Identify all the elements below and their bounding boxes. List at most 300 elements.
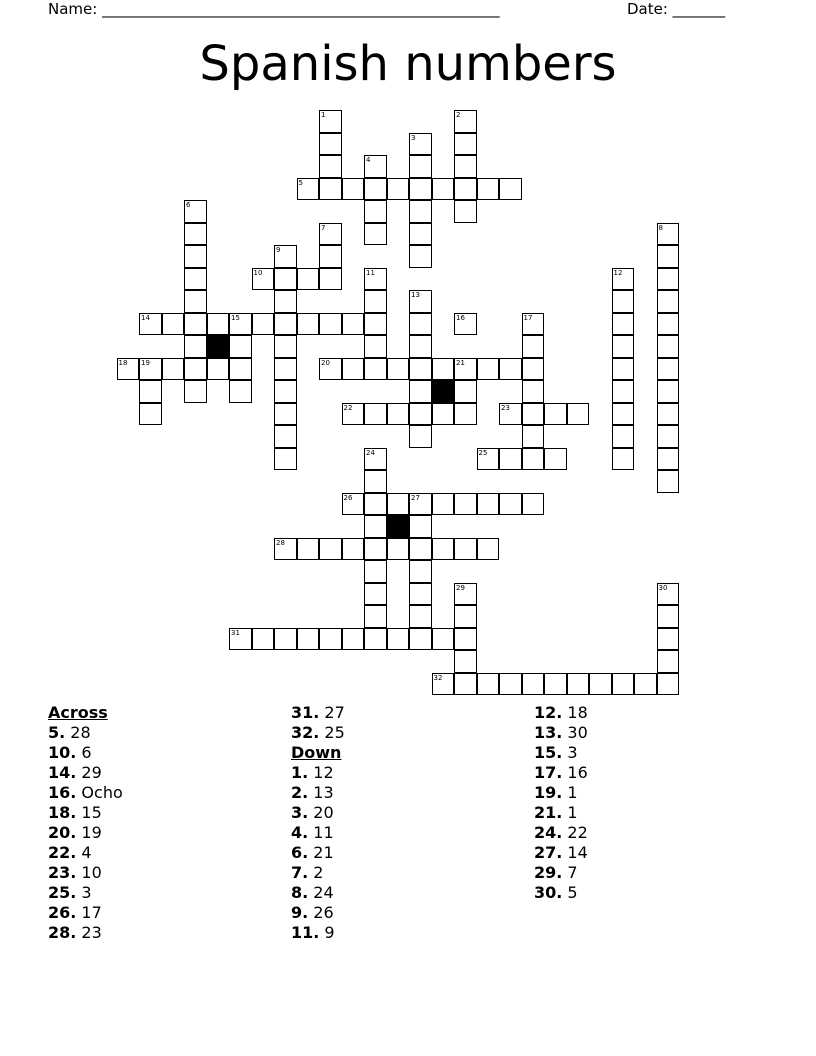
clue-text: 6 xyxy=(76,743,92,762)
grid-cell[interactable] xyxy=(207,313,230,336)
grid-cell[interactable] xyxy=(184,245,207,268)
grid-cell[interactable] xyxy=(612,425,635,448)
grid-cell[interactable] xyxy=(342,178,365,201)
grid-cell[interactable] xyxy=(364,335,387,358)
grid-cell[interactable] xyxy=(364,448,387,471)
down-clue xyxy=(534,743,588,763)
clue-number: 20 xyxy=(321,358,330,367)
clue-text: 13 xyxy=(308,783,334,802)
grid-cell[interactable] xyxy=(319,538,342,561)
grid-cell[interactable] xyxy=(432,493,455,516)
grid-cell[interactable] xyxy=(544,403,567,426)
grid-cell[interactable] xyxy=(364,358,387,381)
clue-text: 24 xyxy=(308,883,334,902)
down-clue xyxy=(291,923,345,943)
clue-number: 8 xyxy=(658,223,663,232)
clue-number: 9 xyxy=(276,246,281,254)
grid-cell[interactable] xyxy=(229,358,252,381)
grid-cell[interactable] xyxy=(409,290,432,313)
grid-cell[interactable] xyxy=(477,448,500,471)
grid-cell[interactable] xyxy=(139,358,162,381)
clue-num: 6. xyxy=(291,843,309,862)
across-clue xyxy=(291,723,345,743)
grid-cell[interactable] xyxy=(184,335,207,358)
clue-num: 10. xyxy=(48,743,77,762)
grid-cell[interactable] xyxy=(364,403,387,426)
clue-text: 22 xyxy=(562,823,588,842)
grid-cell[interactable] xyxy=(657,313,680,336)
grid-cell[interactable] xyxy=(387,493,410,516)
grid-cell[interactable] xyxy=(522,380,545,403)
grid-cell[interactable] xyxy=(409,133,432,156)
across-clue xyxy=(48,923,123,943)
grid-cell[interactable] xyxy=(409,155,432,178)
down-clue xyxy=(534,803,588,823)
clue-number: 22 xyxy=(343,403,353,412)
grid-cell[interactable] xyxy=(319,110,342,133)
clue-num: 12. xyxy=(534,703,563,722)
grid-cell[interactable] xyxy=(409,583,432,606)
grid-cell[interactable] xyxy=(229,380,252,403)
grid-cell[interactable] xyxy=(454,380,477,403)
grid-cell[interactable] xyxy=(387,358,410,381)
grid-cell[interactable] xyxy=(409,178,432,201)
grid-cell[interactable] xyxy=(409,425,432,448)
grid-cell[interactable] xyxy=(319,268,342,291)
grid-cell[interactable] xyxy=(274,628,297,651)
clue-text: 1 xyxy=(562,803,578,822)
grid-cell[interactable] xyxy=(589,673,612,696)
grid-cell[interactable] xyxy=(229,628,252,651)
across-clue xyxy=(48,863,123,883)
clue-num: 13. xyxy=(534,723,563,742)
grid-cell[interactable] xyxy=(657,650,680,673)
grid-cell[interactable] xyxy=(252,268,275,291)
clue-number: 28 xyxy=(276,538,285,547)
grid-cell[interactable] xyxy=(319,155,342,178)
grid-cell[interactable] xyxy=(454,605,477,628)
clue-text: Ocho xyxy=(76,783,123,802)
clue-text: 4 xyxy=(76,843,92,862)
grid-cell[interactable] xyxy=(432,403,455,426)
down-clue xyxy=(291,783,345,803)
grid-cell[interactable] xyxy=(657,628,680,651)
grid-cell[interactable] xyxy=(657,268,680,291)
grid-cell[interactable] xyxy=(477,538,500,561)
grid-cell[interactable] xyxy=(432,628,455,651)
grid-cell[interactable] xyxy=(409,560,432,583)
grid-cell[interactable] xyxy=(364,605,387,628)
clue-num: 7. xyxy=(291,863,309,882)
grid-cell[interactable] xyxy=(319,133,342,156)
grid-cell[interactable] xyxy=(297,538,320,561)
page-title: Spanish numbers xyxy=(199,36,617,92)
grid-cell[interactable] xyxy=(612,268,635,291)
clue-num: 31. xyxy=(291,703,320,722)
grid-cell[interactable] xyxy=(409,493,432,516)
clue-number: 30 xyxy=(658,583,668,592)
grid-cell[interactable] xyxy=(184,358,207,381)
grid-cell[interactable] xyxy=(454,493,477,516)
clue-number: 2 xyxy=(456,111,461,119)
grid-cell[interactable] xyxy=(454,155,477,178)
grid-cell[interactable] xyxy=(387,538,410,561)
down-clue xyxy=(534,763,588,783)
down-clue xyxy=(534,843,588,863)
grid-cell[interactable] xyxy=(342,358,365,381)
clue-number: 21 xyxy=(456,358,465,367)
clue-num: 19. xyxy=(534,783,563,802)
grid-cell[interactable] xyxy=(409,245,432,268)
clue-text: 1 xyxy=(562,783,578,802)
grid-cell[interactable] xyxy=(229,313,252,336)
grid-cell[interactable] xyxy=(274,313,297,336)
grid-cell[interactable] xyxy=(364,313,387,336)
clue-num: 25. xyxy=(48,883,77,902)
grid-cell[interactable] xyxy=(454,200,477,223)
clue-column-2 xyxy=(291,703,345,943)
grid-cell[interactable] xyxy=(657,380,680,403)
grid-cell[interactable] xyxy=(274,380,297,403)
clue-num: 22. xyxy=(48,843,77,862)
grid-cell[interactable] xyxy=(387,628,410,651)
clue-number: 23 xyxy=(501,403,510,412)
clue-number: 25 xyxy=(478,448,488,457)
clue-num: 4. xyxy=(291,823,309,842)
grid-cell[interactable] xyxy=(409,335,432,358)
grid-cell[interactable] xyxy=(409,628,432,651)
clue-num: 26. xyxy=(48,903,77,922)
grid-cell[interactable] xyxy=(454,628,477,651)
grid-cell[interactable] xyxy=(364,538,387,561)
clue-number: 24 xyxy=(366,448,375,457)
grid-cell[interactable] xyxy=(364,268,387,291)
name-field-label: Name: _____________________________________________________ xyxy=(48,0,500,18)
grid-cell[interactable] xyxy=(342,538,365,561)
grid-cell[interactable] xyxy=(657,470,680,493)
across-clue xyxy=(48,903,123,923)
grid-cell[interactable] xyxy=(139,403,162,426)
grid-cell[interactable] xyxy=(342,313,365,336)
down-clue xyxy=(291,883,345,903)
grid-cell[interactable] xyxy=(364,560,387,583)
grid-cell[interactable] xyxy=(319,628,342,651)
clue-number: 15 xyxy=(231,313,240,322)
grid-cell[interactable] xyxy=(657,403,680,426)
grid-cell[interactable] xyxy=(612,673,635,696)
grid-cell[interactable] xyxy=(342,403,365,426)
grid-cell[interactable] xyxy=(522,425,545,448)
grid-cell[interactable] xyxy=(274,335,297,358)
clue-num: 16. xyxy=(48,783,77,802)
grid-cell[interactable] xyxy=(454,538,477,561)
clue-num: 15. xyxy=(534,743,563,762)
clue-number: 4 xyxy=(366,156,371,164)
grid-cell[interactable] xyxy=(364,628,387,651)
grid-cell[interactable] xyxy=(477,493,500,516)
clue-num: 2. xyxy=(291,783,309,802)
clue-text: 10 xyxy=(76,863,102,882)
clue-text: 7 xyxy=(562,863,578,882)
clue-num: 3. xyxy=(291,803,309,822)
clue-num: 30. xyxy=(534,883,563,902)
date-field-label: Date: _______ xyxy=(627,0,726,18)
grid-cell[interactable] xyxy=(387,403,410,426)
grid-cell[interactable] xyxy=(567,673,590,696)
grid-cell[interactable] xyxy=(252,628,275,651)
grid-cell[interactable] xyxy=(454,358,477,381)
clue-num: 9. xyxy=(291,903,309,922)
clue-column-1 xyxy=(48,703,123,943)
down-clue xyxy=(534,783,588,803)
clue-num: 20. xyxy=(48,823,77,842)
grid-cell[interactable] xyxy=(454,650,477,673)
clue-num: 32. xyxy=(291,723,320,742)
grid-cell[interactable] xyxy=(297,313,320,336)
grid-cell[interactable] xyxy=(522,358,545,381)
grid-cell[interactable] xyxy=(454,313,477,336)
grid-cell[interactable] xyxy=(274,245,297,268)
clue-text: 2 xyxy=(308,863,324,882)
grid-cell[interactable] xyxy=(522,493,545,516)
clue-number: 17 xyxy=(523,313,533,322)
clue-text: 25 xyxy=(319,723,345,742)
grid-cell[interactable] xyxy=(499,673,522,696)
grid-cell[interactable] xyxy=(319,223,342,246)
grid-cell[interactable] xyxy=(274,358,297,381)
grid-cell[interactable] xyxy=(522,313,545,336)
grid-cell[interactable] xyxy=(319,313,342,336)
grid-cell[interactable] xyxy=(499,358,522,381)
across-clue xyxy=(48,803,123,823)
grid-cell[interactable] xyxy=(522,335,545,358)
grid-cell[interactable] xyxy=(409,223,432,246)
clue-text: 5 xyxy=(562,883,578,902)
grid-cell[interactable] xyxy=(364,155,387,178)
grid-cell[interactable] xyxy=(229,335,252,358)
clue-num: 11. xyxy=(291,923,320,942)
grid-cell[interactable] xyxy=(567,403,590,426)
grid-cell[interactable] xyxy=(499,493,522,516)
grid-cell[interactable] xyxy=(657,448,680,471)
down-clue xyxy=(291,823,345,843)
clue-text: 20 xyxy=(308,803,334,822)
grid-cell[interactable] xyxy=(364,583,387,606)
grid-cell[interactable] xyxy=(409,380,432,403)
black-cell xyxy=(387,515,410,538)
grid-cell[interactable] xyxy=(342,628,365,651)
clue-number: 11 xyxy=(366,268,375,277)
clue-text: 14 xyxy=(562,843,588,862)
down-clue xyxy=(534,883,588,903)
grid-cell[interactable] xyxy=(454,583,477,606)
grid-cell[interactable] xyxy=(612,335,635,358)
grid-cell[interactable] xyxy=(657,673,680,696)
grid-cell[interactable] xyxy=(612,290,635,313)
grid-cell[interactable] xyxy=(432,673,455,696)
grid-cell[interactable] xyxy=(409,403,432,426)
clue-number: 6 xyxy=(186,201,191,209)
across-clue xyxy=(48,823,123,843)
clue-number: 16 xyxy=(456,313,465,322)
clue-num: 21. xyxy=(534,803,563,822)
grid-cell[interactable] xyxy=(274,290,297,313)
grid-cell[interactable] xyxy=(657,605,680,628)
grid-cell[interactable] xyxy=(184,313,207,336)
grid-cell[interactable] xyxy=(409,605,432,628)
down-clue xyxy=(291,843,345,863)
grid-cell[interactable] xyxy=(454,133,477,156)
clue-text: 3 xyxy=(562,743,578,762)
clue-num: 23. xyxy=(48,863,77,882)
grid-cell[interactable] xyxy=(319,358,342,381)
grid-cell[interactable] xyxy=(544,448,567,471)
grid-cell[interactable] xyxy=(409,538,432,561)
grid-cell[interactable] xyxy=(409,515,432,538)
clue-text: 23 xyxy=(76,923,102,942)
grid-cell[interactable] xyxy=(117,358,140,381)
grid-cell[interactable] xyxy=(184,290,207,313)
clue-text: 12 xyxy=(308,763,334,782)
down-clue xyxy=(534,823,588,843)
grid-cell[interactable] xyxy=(364,223,387,246)
grid-cell[interactable] xyxy=(454,403,477,426)
grid-cell[interactable] xyxy=(612,403,635,426)
grid-cell[interactable] xyxy=(139,313,162,336)
grid-cell[interactable] xyxy=(657,358,680,381)
grid-cell[interactable] xyxy=(657,583,680,606)
down-clue xyxy=(291,803,345,823)
grid-cell[interactable] xyxy=(499,403,522,426)
grid-cell[interactable] xyxy=(612,313,635,336)
down-clue xyxy=(291,903,345,923)
across-clue xyxy=(48,763,123,783)
grid-cell[interactable] xyxy=(252,313,275,336)
grid-cell[interactable] xyxy=(522,673,545,696)
across-clue xyxy=(48,883,123,903)
grid-cell[interactable] xyxy=(634,673,657,696)
across-clue xyxy=(48,843,123,863)
clue-num: 27. xyxy=(534,843,563,862)
clue-number: 19 xyxy=(141,358,150,367)
grid-cell[interactable] xyxy=(274,538,297,561)
grid-cell[interactable] xyxy=(612,380,635,403)
across-clue xyxy=(48,743,123,763)
across-heading: Across xyxy=(48,703,108,722)
clue-num: 8. xyxy=(291,883,309,902)
grid-cell[interactable] xyxy=(364,515,387,538)
grid-cell[interactable] xyxy=(477,178,500,201)
grid-cell[interactable] xyxy=(657,245,680,268)
grid-cell[interactable] xyxy=(297,268,320,291)
clue-num: 1. xyxy=(291,763,309,782)
clue-text: 30 xyxy=(562,723,588,742)
grid-cell[interactable] xyxy=(657,335,680,358)
clue-number: 3 xyxy=(411,133,416,142)
grid-cell[interactable] xyxy=(207,358,230,381)
grid-cell[interactable] xyxy=(162,313,185,336)
grid-cell[interactable] xyxy=(657,223,680,246)
grid-cell[interactable] xyxy=(657,290,680,313)
clue-num: 29. xyxy=(534,863,563,882)
grid-cell[interactable] xyxy=(274,268,297,291)
grid-cell[interactable] xyxy=(274,448,297,471)
grid-cell[interactable] xyxy=(387,178,410,201)
grid-cell[interactable] xyxy=(612,448,635,471)
grid-cell[interactable] xyxy=(364,178,387,201)
grid-cell[interactable] xyxy=(274,425,297,448)
across-clue xyxy=(48,723,123,743)
grid-cell[interactable] xyxy=(522,448,545,471)
clue-text: 11 xyxy=(308,823,334,842)
grid-cell[interactable] xyxy=(274,403,297,426)
grid-cell[interactable] xyxy=(432,178,455,201)
grid-cell[interactable] xyxy=(477,673,500,696)
grid-cell[interactable] xyxy=(364,290,387,313)
grid-cell[interactable] xyxy=(364,470,387,493)
grid-cell[interactable] xyxy=(319,178,342,201)
grid-cell[interactable] xyxy=(342,493,365,516)
grid-cell[interactable] xyxy=(184,223,207,246)
grid-cell[interactable] xyxy=(432,538,455,561)
grid-cell[interactable] xyxy=(184,380,207,403)
grid-cell[interactable] xyxy=(319,245,342,268)
grid-cell[interactable] xyxy=(184,200,207,223)
grid-cell[interactable] xyxy=(522,403,545,426)
clue-number: 7 xyxy=(321,223,326,232)
grid-cell[interactable] xyxy=(612,358,635,381)
grid-cell[interactable] xyxy=(454,673,477,696)
clue-number: 14 xyxy=(141,313,150,322)
grid-cell[interactable] xyxy=(432,358,455,381)
across-clue xyxy=(291,703,345,723)
clue-text: 17 xyxy=(76,903,102,922)
down-clue xyxy=(291,863,345,883)
grid-cell[interactable] xyxy=(409,358,432,381)
clue-num: 17. xyxy=(534,763,563,782)
clue-text: 29 xyxy=(76,763,102,782)
grid-cell[interactable] xyxy=(184,268,207,291)
clue-number: 18 xyxy=(118,358,128,367)
grid-cell[interactable] xyxy=(409,200,432,223)
grid-cell[interactable] xyxy=(499,178,522,201)
clue-num: 5. xyxy=(48,723,66,742)
grid-cell[interactable] xyxy=(297,178,320,201)
clue-number: 5 xyxy=(298,178,303,187)
grid-cell[interactable] xyxy=(544,673,567,696)
clue-number: 10 xyxy=(253,268,263,277)
across-clue xyxy=(48,783,123,803)
grid-cell[interactable] xyxy=(364,200,387,223)
grid-cell[interactable] xyxy=(162,358,185,381)
grid-cell[interactable] xyxy=(454,110,477,133)
clue-text: 16 xyxy=(562,763,588,782)
grid-cell[interactable] xyxy=(409,313,432,336)
grid-cell[interactable] xyxy=(454,178,477,201)
grid-cell[interactable] xyxy=(499,448,522,471)
clue-text: 3 xyxy=(76,883,92,902)
clue-num: 18. xyxy=(48,803,77,822)
grid-cell[interactable] xyxy=(297,628,320,651)
clue-text: 15 xyxy=(76,803,102,822)
grid-cell[interactable] xyxy=(139,380,162,403)
grid-cell[interactable] xyxy=(477,358,500,381)
grid-cell[interactable] xyxy=(657,425,680,448)
down-clue xyxy=(534,723,588,743)
clue-text: 21 xyxy=(308,843,334,862)
clue-num: 24. xyxy=(534,823,563,842)
grid-cell[interactable] xyxy=(364,493,387,516)
